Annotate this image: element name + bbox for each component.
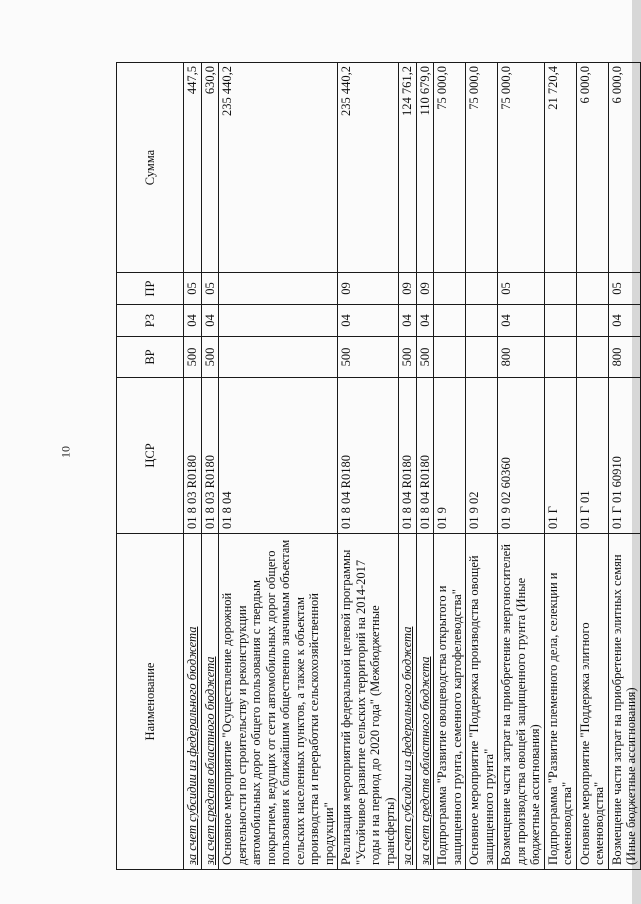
- rotated-table-wrapper: [116, 63, 638, 870]
- cell-rz: 04: [399, 305, 417, 337]
- cell-csr: 01 9 02: [466, 378, 498, 534]
- cell-vr: 500: [399, 337, 417, 378]
- header-pr: ПР: [117, 273, 184, 305]
- table-row: [416, 63, 434, 870]
- table-row: [544, 63, 576, 870]
- cell-name: Возмещение части затрат на приобретение элитных семян (Иные бюджетные ассигнования): [608, 534, 640, 870]
- cell-rz: [544, 305, 576, 337]
- cell-csr: 01 8 03 R0180: [184, 378, 202, 534]
- cell-vr: [434, 337, 466, 378]
- page-number: 10: [58, 446, 73, 458]
- cell-vr: [466, 337, 498, 378]
- cell-csr: 01 Г 01 60910: [608, 378, 640, 534]
- cell-sum: 235 440,2: [338, 63, 399, 273]
- cell-rz: [576, 305, 608, 337]
- cell-pr: 05: [498, 273, 545, 305]
- cell-pr: 09: [416, 273, 434, 305]
- table-row: [201, 63, 219, 870]
- cell-pr: 09: [399, 273, 417, 305]
- table-row: [338, 63, 399, 870]
- cell-csr: 01 8 03 R0180: [201, 378, 219, 534]
- header-name: Наименование: [117, 534, 184, 870]
- cell-rz: [466, 305, 498, 337]
- cell-rz: 04: [416, 305, 434, 337]
- table-row: [608, 63, 640, 870]
- cell-sum: 75 000,0: [466, 63, 498, 273]
- cell-name: Реализация мероприятий федеральной целевой программы "Устойчивое развитие сельских территорий на 2014-2017 годы и на период до 2020 года" (Межбюджетные трансферты): [338, 534, 399, 870]
- cell-pr: [219, 273, 338, 305]
- cell-vr: 500: [338, 337, 399, 378]
- cell-rz: [434, 305, 466, 337]
- table-row: [498, 63, 545, 870]
- cell-rz: [219, 305, 338, 337]
- cell-pr: [544, 273, 576, 305]
- cell-csr: 01 9 02 60360: [498, 378, 545, 534]
- table-row: [399, 63, 417, 870]
- table-row: [434, 63, 466, 870]
- cell-csr: 01 8 04: [219, 378, 338, 534]
- cell-sum: 235 440,2: [219, 63, 338, 273]
- cell-pr: 05: [608, 273, 640, 305]
- cell-sum: 75 000,0: [498, 63, 545, 273]
- cell-name: за счет средств областного бюджета: [201, 534, 219, 870]
- cell-pr: 05: [184, 273, 202, 305]
- cell-sum: 124 761,2: [399, 63, 417, 273]
- cell-csr: 01 8 04 R0180: [338, 378, 399, 534]
- cell-pr: [434, 273, 466, 305]
- cell-sum: 447,5: [184, 63, 202, 273]
- cell-vr: 500: [184, 337, 202, 378]
- table-row: [184, 63, 202, 870]
- cell-name: Подпрограмма "Развитие овощеводства открытого и защищенного грунта, семенного картофелеводства": [434, 534, 466, 870]
- cell-pr: 05: [201, 273, 219, 305]
- cell-name: Основное мероприятие "Осуществление дорожной деятельности по строительству и реконструкции автомобильных дорог общего пользования с твердым покрытием, ведущих от сети автомобильных дорог общего пользования к ближайшим общественно значимым объектам сельских населенных пунктов, а также к объектам производства и переработки сельскохозяйственной продукции": [219, 534, 338, 870]
- table-row: [466, 63, 498, 870]
- table-header-row: [117, 63, 184, 870]
- header-rz: РЗ: [117, 305, 184, 337]
- cell-sum: 110 679,0: [416, 63, 434, 273]
- cell-csr: 01 Г: [544, 378, 576, 534]
- cell-rz: 04: [338, 305, 399, 337]
- cell-pr: 09: [338, 273, 399, 305]
- cell-pr: [576, 273, 608, 305]
- budget-table: [116, 62, 641, 870]
- cell-rz: 04: [608, 305, 640, 337]
- cell-sum: 630,0: [201, 63, 219, 273]
- header-sum: Сумма: [117, 63, 184, 273]
- cell-vr: [576, 337, 608, 378]
- cell-rz: 04: [184, 305, 202, 337]
- cell-sum: 75 000,0: [434, 63, 466, 273]
- table-row: [219, 63, 338, 870]
- header-vr: ВР: [117, 337, 184, 378]
- cell-name: за счет субсидии из федерального бюджета: [184, 534, 202, 870]
- cell-vr: 500: [416, 337, 434, 378]
- cell-vr: 800: [608, 337, 640, 378]
- table-row: [576, 63, 608, 870]
- cell-sum: 6 000,0: [576, 63, 608, 273]
- cell-name: за счет субсидии из федерального бюджета: [399, 534, 417, 870]
- cell-vr: [219, 337, 338, 378]
- cell-pr: [466, 273, 498, 305]
- cell-csr: 01 8 04 R0180: [399, 378, 417, 534]
- cell-vr: [544, 337, 576, 378]
- cell-csr: 01 Г 01: [576, 378, 608, 534]
- cell-name: Основное мероприятие "Поддержка производства овощей защищенного грунта": [466, 534, 498, 870]
- cell-vr: 800: [498, 337, 545, 378]
- header-csr: ЦСР: [117, 378, 184, 534]
- cell-sum: 21 720,4: [544, 63, 576, 273]
- cell-name: Основное мероприятие "Поддержка элитного семеноводства": [576, 534, 608, 870]
- cell-sum: 6 000,0: [608, 63, 640, 273]
- cell-vr: 500: [201, 337, 219, 378]
- cell-csr: 01 9: [434, 378, 466, 534]
- cell-rz: 04: [201, 305, 219, 337]
- cell-csr: 01 8 04 R0180: [416, 378, 434, 534]
- cell-name: Возмещение части затрат на приобретение энергоносителей для производства овощей защищенного грунта (Иные бюджетные ассигнования): [498, 534, 545, 870]
- cell-name: за счет средств областного бюджета: [416, 534, 434, 870]
- cell-rz: 04: [498, 305, 545, 337]
- cell-name: Подпрограмма "Развитие племенного дела, селекции и семеноводства": [544, 534, 576, 870]
